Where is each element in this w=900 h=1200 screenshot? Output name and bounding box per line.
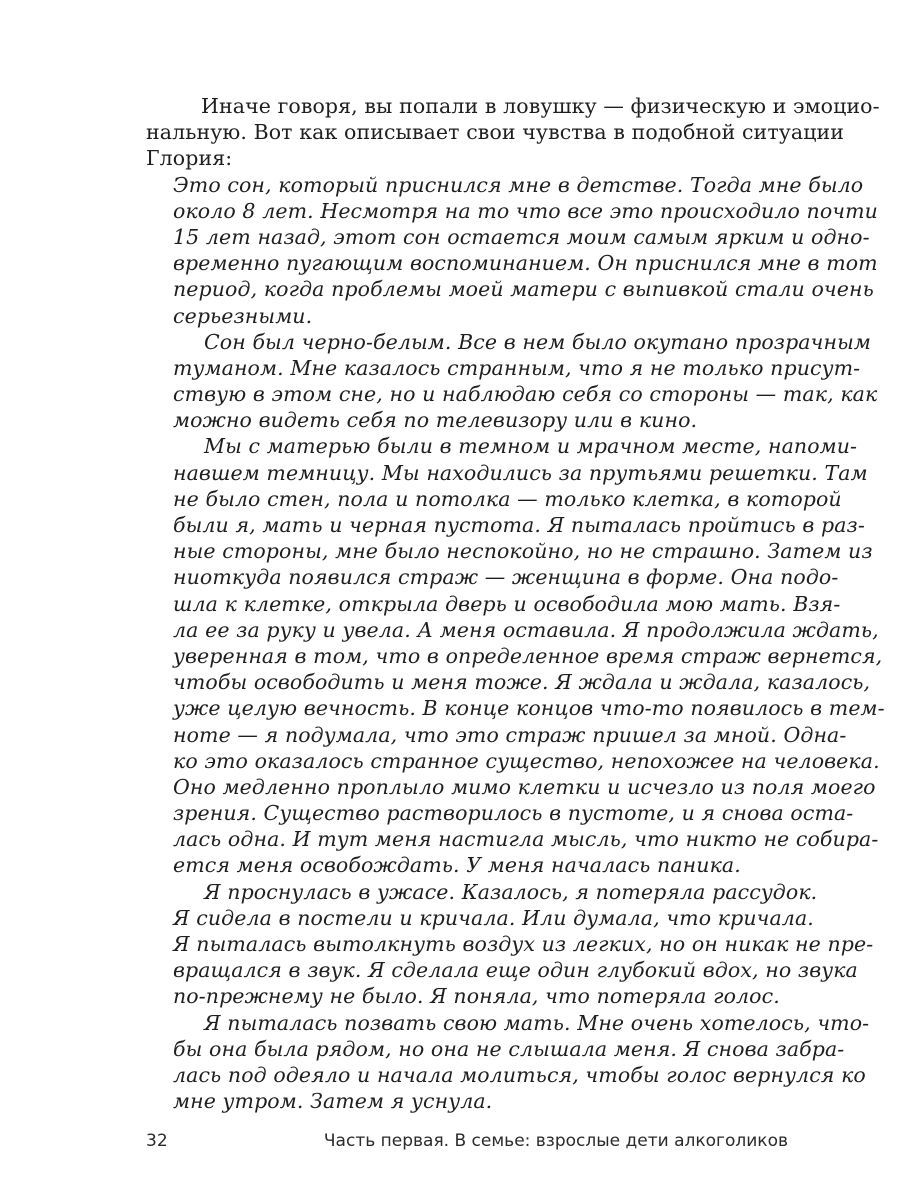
text-line: период, когда проблемы моей матери с выпивкой стали очень bbox=[173, 277, 874, 302]
text-line: Я проснулась в ужасе. Казалось, я потеряла рассудок. bbox=[204, 879, 818, 904]
quote-paragraph bbox=[173, 329, 878, 434]
text-line: мне утром. Затем я уснула. bbox=[173, 1089, 493, 1114]
text-line: туманом. Мне казалось странным, что я не только присут- bbox=[173, 355, 861, 380]
text-line: можно видеть себя по телевизору или в кино. bbox=[173, 408, 698, 433]
text-line: вращался в звук. Я сделала еще один глубокий вдох, но звука bbox=[173, 958, 858, 983]
intro-paragraph bbox=[146, 93, 880, 172]
text-line: около 8 лет. Несмотря на то что все это происходило почти bbox=[173, 198, 878, 223]
text-line: Иначе говоря, вы попали в ловушку — физическую и эмоцио- bbox=[201, 94, 880, 118]
text-line: ется меня освобождать. У меня началась паника. bbox=[173, 853, 741, 878]
text-line: Оно медленно проплыло мимо клетки и исчезло из поля моего bbox=[173, 774, 876, 799]
text-line: чтобы освободить и меня тоже. Я ждала и ждала, казалось, bbox=[173, 670, 871, 695]
text-line: бы она была рядом, но она не слышала меня. Я снова забра- bbox=[173, 1036, 845, 1061]
text-line: лась под одеяло и начала молиться, чтобы голос вернулся ко bbox=[173, 1062, 866, 1087]
text-line: шла к клетке, открыла дверь и освободила мою мать. Взя- bbox=[173, 591, 841, 616]
text-line: не было стен, пола и потолка — только клетка, в которой bbox=[173, 486, 842, 511]
quote-paragraph bbox=[173, 879, 874, 1010]
text-line: зрения. Существо растворилось в пустоте, и я снова оста- bbox=[173, 801, 854, 826]
text-line: Я пыталась позвать свою мать. Мне очень хотелось, что- bbox=[204, 1010, 870, 1035]
quote-paragraph bbox=[173, 172, 878, 329]
text-line: нальную. Вот как описывает свои чувства в подобной ситуации bbox=[146, 120, 845, 145]
text-line: ные стороны, мне было неспокойно, но не страшно. Затем из bbox=[173, 539, 873, 564]
text-line: Я пыталась вытолкнуть воздух из легких, но он никак не пре- bbox=[173, 932, 874, 956]
quote-paragraph bbox=[173, 433, 885, 878]
text-line: Сон был черно-белым. Все в нем было окутано прозрачным bbox=[204, 329, 871, 354]
text-line: ла ее за руку и увела. А меня оставила. Я продолжила ждать, bbox=[173, 617, 879, 642]
text-line: ниоткуда появился страж — женщина в форме. Она подо- bbox=[173, 565, 839, 590]
page-number: 32 bbox=[146, 1131, 168, 1151]
text-line: ноте — я подумала, что это страж пришел за мной. Одна- bbox=[173, 722, 847, 747]
text-line: 15 лет назад, этот сон остается моим самым ярким и одно- bbox=[173, 224, 870, 249]
text-line: по-прежнему не было. Я поняла, что потеряла голос. bbox=[173, 984, 780, 1009]
text-line: ствую в этом сне, но и наблюдаю себя со стороны — так, как bbox=[173, 382, 878, 407]
text-line: уже целую вечность. В конце концов что-то появилось в тем- bbox=[173, 696, 885, 721]
text-line: Глория: bbox=[146, 146, 233, 171]
text-line: временно пугающим воспоминанием. Он приснился мне в тот bbox=[173, 251, 878, 276]
quote-paragraph bbox=[173, 1010, 870, 1115]
text-line: Это сон, который приснился мне в детстве. Тогда мне было bbox=[173, 172, 864, 197]
text-line: лась одна. И тут меня настигла мысль, что никто не собира- bbox=[173, 827, 879, 852]
page-body bbox=[146, 93, 885, 1114]
text-line: навшем темницу. Мы находились за прутьями решетки. Там bbox=[173, 460, 868, 485]
text-line: были я, мать и черная пустота. Я пыталась пройтись в раз- bbox=[173, 513, 865, 537]
text-line: серьезными. bbox=[173, 303, 313, 328]
text-line: ко это оказалось странное существо, непохожее на человека. bbox=[173, 748, 880, 773]
text-line: уверенная в том, что в определенное время страж вернется, bbox=[173, 643, 883, 668]
text-line: Мы с матерью были в темном и мрачном месте, напоми- bbox=[204, 434, 858, 459]
text-line: Я сидела в постели и кричала. Или думала, что кричала. bbox=[173, 905, 814, 930]
running-title: Часть первая. В семье: взрослые дети алкоголиков bbox=[323, 1131, 788, 1151]
quoted-story bbox=[173, 172, 885, 1115]
